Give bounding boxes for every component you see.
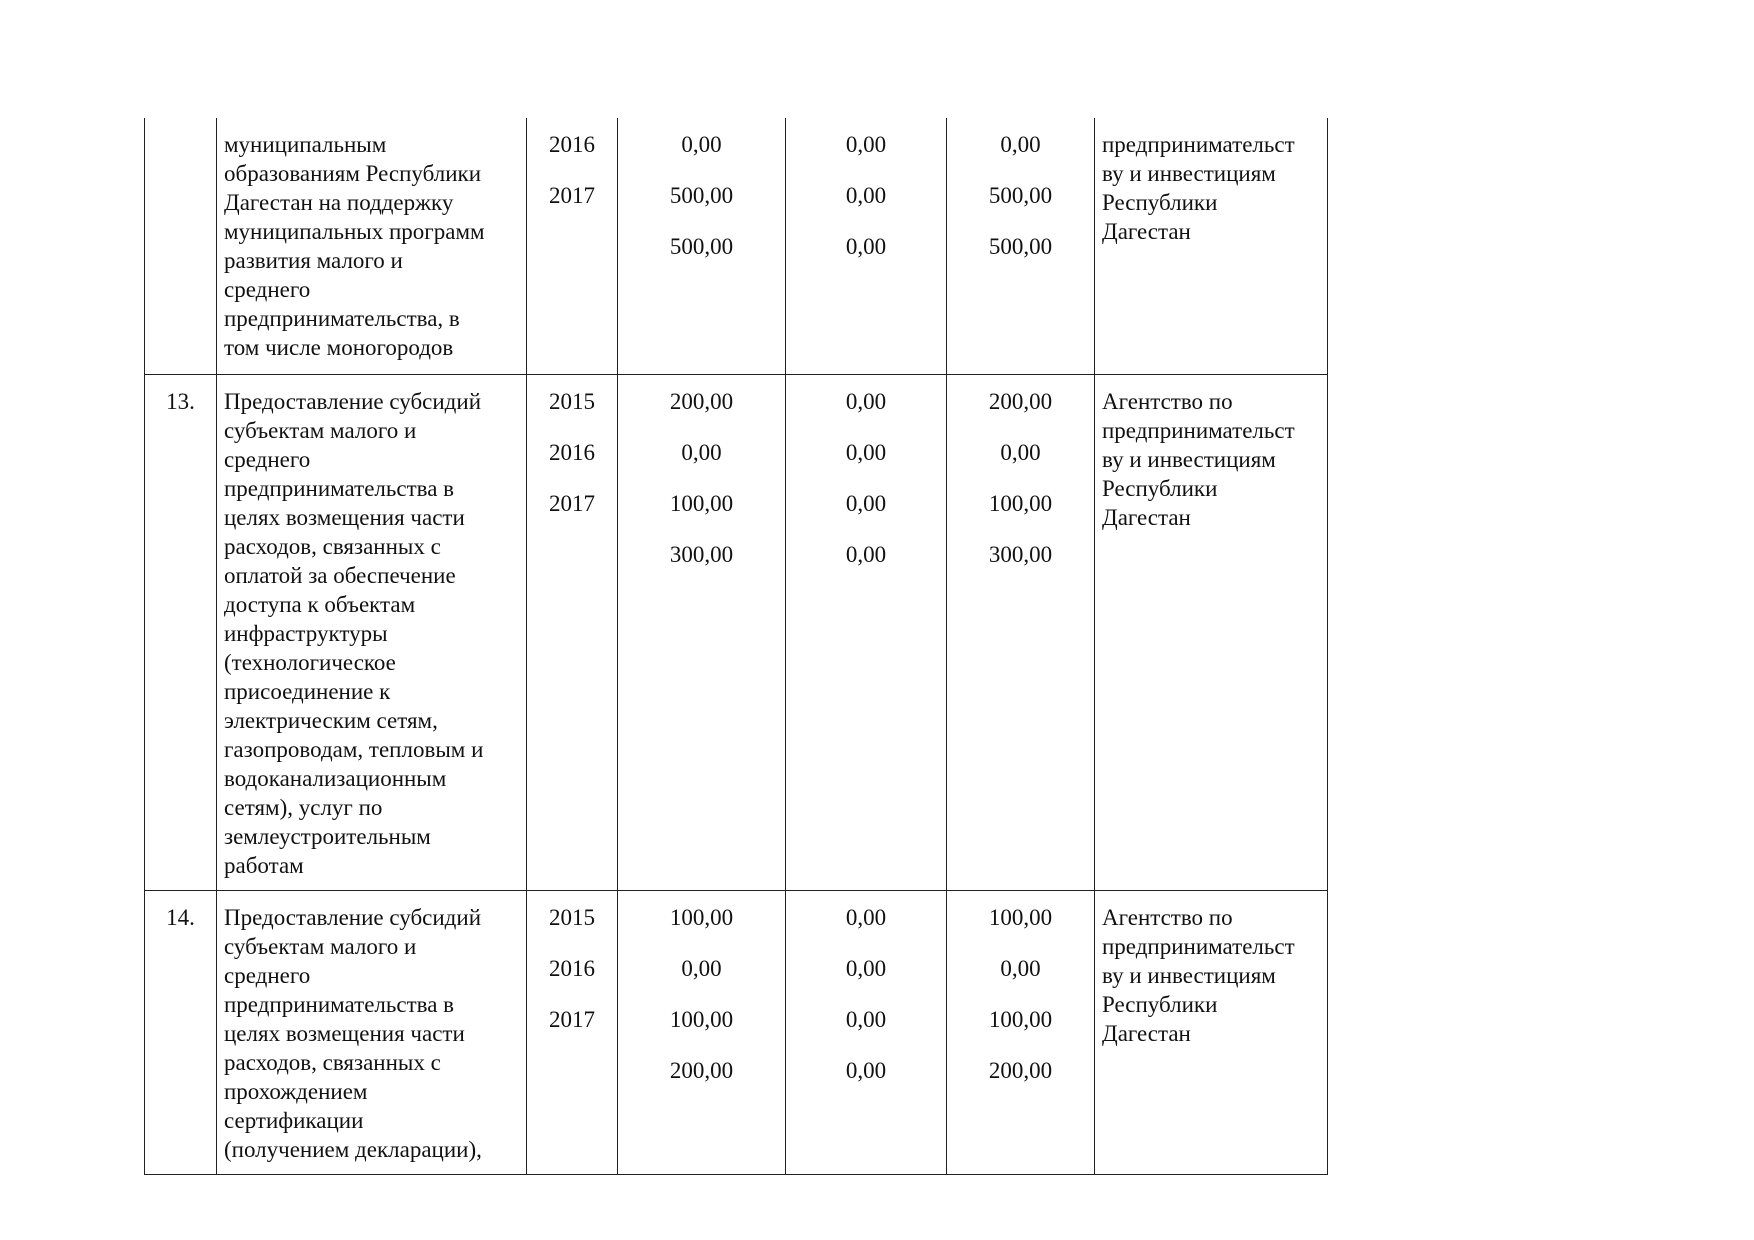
year-cell <box>527 374 618 890</box>
amount-value: 0,00 <box>681 439 722 465</box>
activity-name-line: водоканализационным <box>224 765 447 791</box>
table-row <box>145 890 1328 1174</box>
amount-value: 500,00 <box>669 183 734 208</box>
activity-name-line: предпринимательства в <box>224 475 455 501</box>
amount-value: 0,00 <box>1000 132 1041 157</box>
amount-value: 0,00 <box>1000 439 1041 465</box>
amount-value: 0,00 <box>845 132 887 157</box>
executor-line: Дагестан <box>1102 504 1191 530</box>
activity-name-line: электрическим сетям, <box>224 707 438 733</box>
activity-name-line: Предоставление субсидий <box>224 904 481 930</box>
executor-cell <box>1095 374 1328 890</box>
amount-value: 0,00 <box>845 1057 887 1083</box>
amount-value: 500,00 <box>988 234 1053 259</box>
table-body <box>145 118 1328 1174</box>
amount-value: 100,00 <box>988 1006 1053 1032</box>
activity-name-line: субъектам малого и <box>224 417 417 443</box>
activity-name-line: том числе моногородов <box>224 335 454 360</box>
amount-cell-3 <box>947 374 1095 890</box>
row-number: 14. <box>166 904 195 930</box>
amount-value: 200,00 <box>669 1057 734 1083</box>
activity-name-line: субъектам малого и <box>224 933 417 959</box>
year-value: 2017 <box>549 183 595 208</box>
amount-value: 0,00 <box>845 234 887 259</box>
activity-name-line: муниципальным <box>224 132 387 157</box>
amount-value: 300,00 <box>669 541 734 567</box>
year-value: 2016 <box>549 132 595 157</box>
executor-line: предпринимательст <box>1102 132 1295 157</box>
activity-name-line: доступа к объектам <box>224 591 416 617</box>
activity-name-line: землеустроительным <box>224 823 431 849</box>
activity-name-line: работам <box>224 852 304 878</box>
activity-name-line: среднего <box>224 277 311 302</box>
amount-value: 100,00 <box>988 490 1053 516</box>
amount-value: 0,00 <box>845 183 887 208</box>
amount-value: 100,00 <box>669 904 734 930</box>
amount-value: 0,00 <box>681 955 722 981</box>
activity-name-line: прохождением <box>224 1078 368 1104</box>
activity-name-line: образованиям Республики <box>224 161 482 186</box>
year-value: 2017 <box>549 490 595 516</box>
executor-line: Республики <box>1102 991 1218 1017</box>
year-value: 2016 <box>549 955 595 981</box>
amount-value: 0,00 <box>845 439 887 465</box>
executor-line: Республики <box>1102 475 1218 501</box>
activity-name-line: газопроводам, тепловым и <box>224 736 484 762</box>
amount-cell-2 <box>786 118 947 374</box>
activity-name-line: среднего <box>224 446 311 472</box>
activity-name-line: целях возмещения части <box>224 1020 465 1046</box>
row-number-cell <box>145 118 217 374</box>
amount-cell-1 <box>618 118 786 374</box>
executor-line: ву и инвестициям <box>1102 962 1276 988</box>
activity-name-cell <box>217 374 527 890</box>
amount-value: 0,00 <box>845 388 887 414</box>
activity-name-line: сертификации <box>224 1107 364 1133</box>
amount-value: 500,00 <box>988 183 1053 208</box>
executor-line: ву и инвестициям <box>1102 446 1276 472</box>
document-page <box>144 118 1328 1175</box>
amount-value: 100,00 <box>669 490 734 516</box>
amount-cell-2 <box>786 890 947 1174</box>
activity-name-line: (технологическое <box>224 649 396 675</box>
executor-line: предпринимательст <box>1102 933 1295 959</box>
amount-value: 0,00 <box>845 490 887 516</box>
activity-name-line: (получением декларации), <box>224 1136 482 1162</box>
row-number-cell <box>145 890 217 1174</box>
year-value: 2015 <box>549 388 595 414</box>
activity-name-line: целях возмещения части <box>224 504 465 530</box>
activity-name-line: Дагестан на поддержку <box>224 190 454 215</box>
amount-value: 0,00 <box>845 1006 887 1032</box>
executor-line: предпринимательст <box>1102 417 1295 443</box>
table-row <box>145 374 1328 890</box>
activity-name-line: сетям), услуг по <box>224 794 383 820</box>
amount-value: 300,00 <box>988 541 1053 567</box>
executor-line: Дагестан <box>1102 219 1191 244</box>
program-activities-table <box>144 118 1328 1175</box>
year-value: 2016 <box>549 439 595 465</box>
row-number: 13. <box>166 388 195 414</box>
activity-name-cell <box>217 890 527 1174</box>
amount-cell-1 <box>618 890 786 1174</box>
year-cell <box>527 890 618 1174</box>
activity-name-line: оплатой за обеспечение <box>224 562 456 588</box>
amount-value: 100,00 <box>988 904 1053 930</box>
table-row <box>145 118 1328 374</box>
activity-name-line: среднего <box>224 962 311 988</box>
executor-cell <box>1095 118 1328 374</box>
activity-name-line: присоединение к <box>224 678 391 704</box>
activity-name-line: расходов, связанных с <box>224 533 441 559</box>
executor-cell <box>1095 890 1328 1174</box>
year-value: 2017 <box>549 1006 595 1032</box>
amount-value: 0,00 <box>1000 955 1041 981</box>
activity-name-line: предпринимательства в <box>224 991 455 1017</box>
amount-cell-3 <box>947 890 1095 1174</box>
amount-value: 0,00 <box>845 904 887 930</box>
amount-cell-3 <box>947 118 1095 374</box>
amount-value: 0,00 <box>845 541 887 567</box>
year-value: 2015 <box>549 904 595 930</box>
activity-name-line: Предоставление субсидий <box>224 388 481 414</box>
amount-cell-2 <box>786 374 947 890</box>
amount-value: 200,00 <box>988 388 1053 414</box>
year-cell <box>527 118 618 374</box>
executor-line: Дагестан <box>1102 1020 1191 1046</box>
executor-line: Агентство по <box>1102 904 1233 930</box>
activity-name-line: предпринимательства, в <box>224 306 460 331</box>
executor-line: Республики <box>1102 190 1218 215</box>
executor-line: Агентство по <box>1102 388 1233 414</box>
activity-name-cell <box>217 118 527 374</box>
amount-value: 0,00 <box>681 132 722 157</box>
row-number-cell <box>145 374 217 890</box>
executor-line: ву и инвестициям <box>1102 161 1276 186</box>
activity-name-line: инфраструктуры <box>224 620 388 646</box>
activity-name-line: расходов, связанных с <box>224 1049 441 1075</box>
amount-value: 0,00 <box>845 955 887 981</box>
activity-name-line: развития малого и <box>224 248 403 273</box>
amount-value: 100,00 <box>669 1006 734 1032</box>
activity-name-line: муниципальных программ <box>224 219 485 244</box>
amount-value: 200,00 <box>988 1057 1053 1083</box>
amount-cell-1 <box>618 374 786 890</box>
amount-value: 500,00 <box>669 234 734 259</box>
amount-value: 200,00 <box>669 388 734 414</box>
